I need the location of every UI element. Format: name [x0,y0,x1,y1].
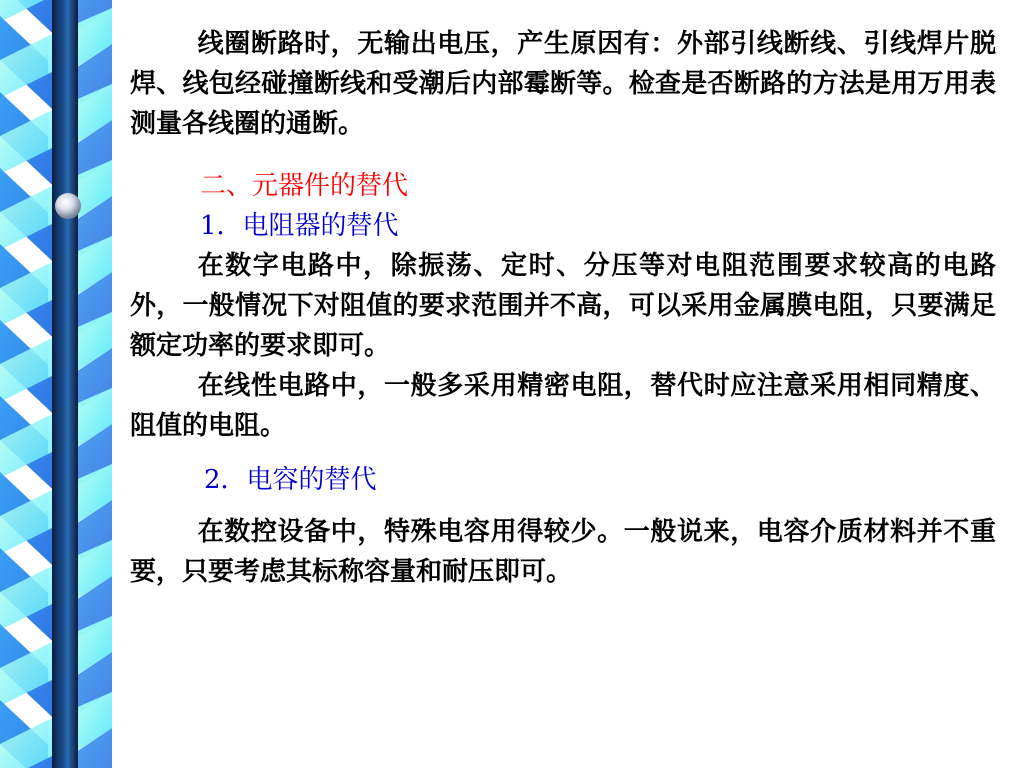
paragraph-open-circuit: 线圈断路时，无输出电压，产生原因有：外部引线断线、引线焊片脱焊、线包经碰撞断线和受潮后内部霉断等。检查是否断路的方法是用万用表测量各线圈的通断。 [130,29,996,139]
slide-content [130,24,996,592]
pearl-ornament [55,193,81,219]
twisted-ribbon-decoration [0,0,120,768]
paragraph-digital-circuit: 在数字电路中，除振荡、定时、分压等对电阻范围要求较高的电路外，一般情况下对阻值的要求范围并不高，可以采用金属膜电阻，只要满足额定功率的要求即可。 [130,251,996,361]
section-heading: 二、元器件的替代 [200,171,409,201]
subheading-capacitor: 2．电容的替代 [204,465,377,495]
subheading-resistor: 1．电阻器的替代 [200,211,399,241]
paragraph-cnc-capacitor: 在数控设备中，特殊电容用得较少。一般说来，电容介质材料并不重要，只要考虑其标称容量和耐压即可。 [130,517,996,587]
paragraph-linear-circuit: 在线性电路中，一般多采用精密电阻，替代时应注意采用相同精度、阻值的电阻。 [130,371,996,441]
